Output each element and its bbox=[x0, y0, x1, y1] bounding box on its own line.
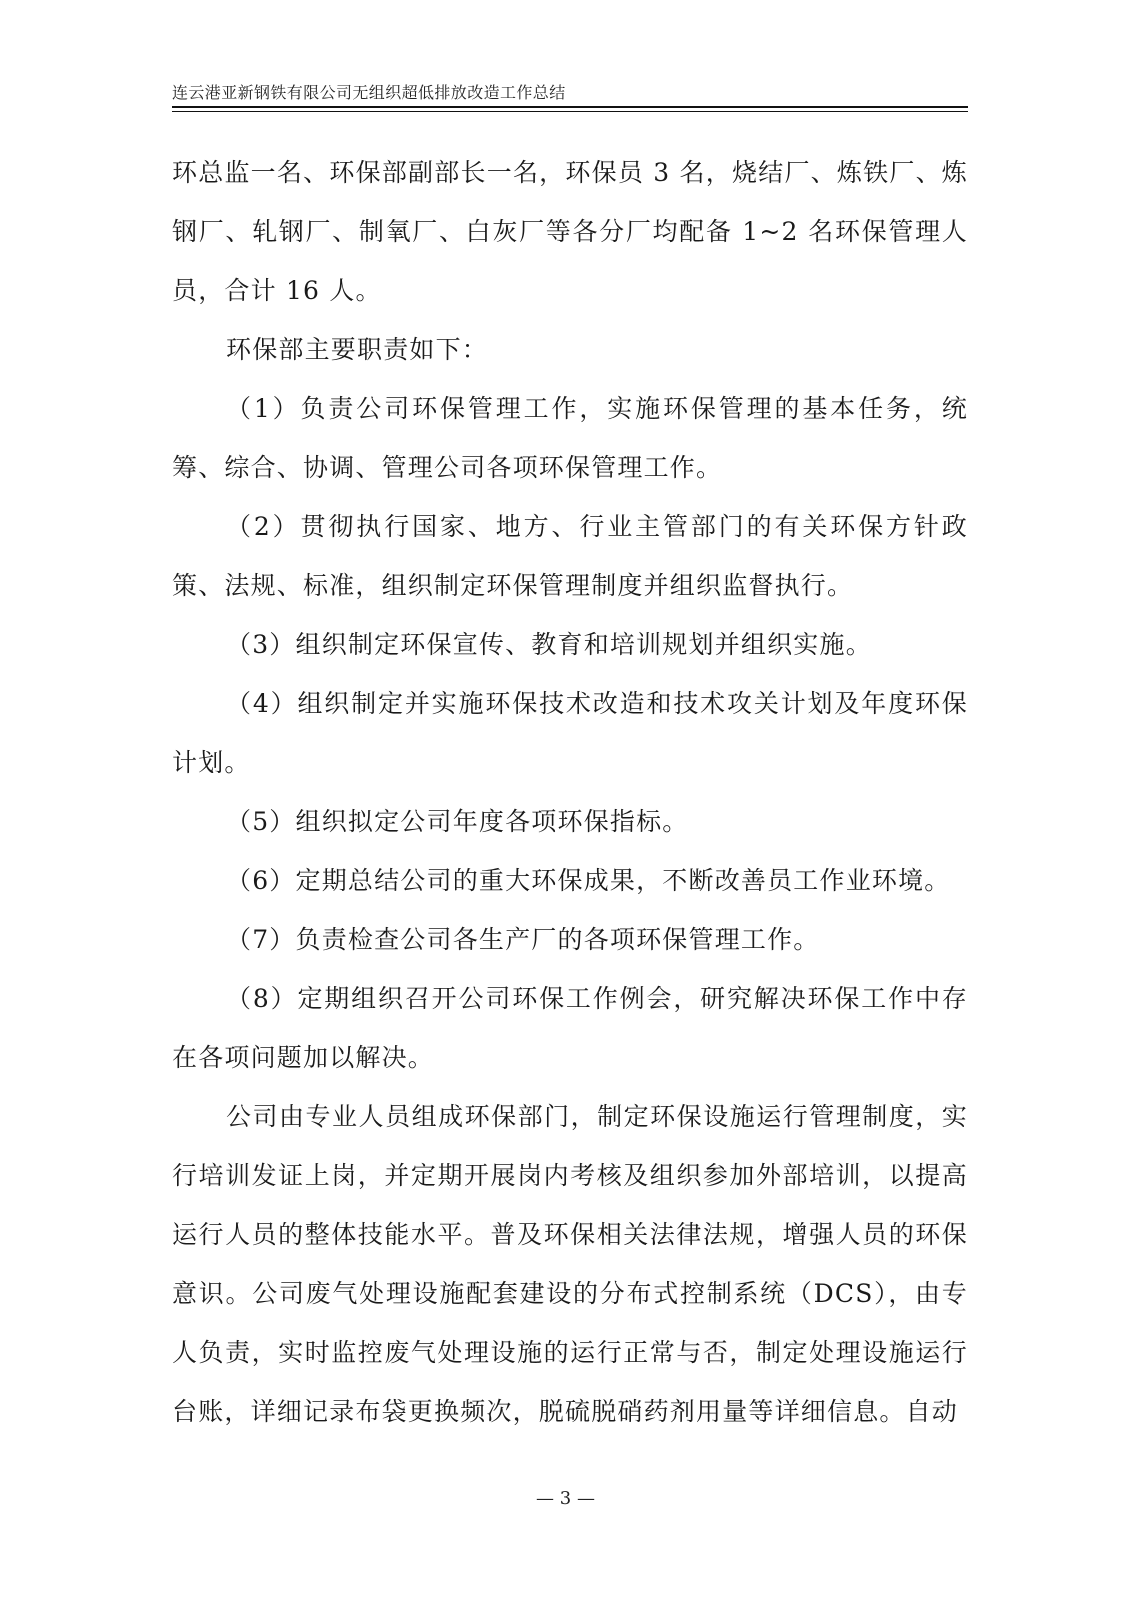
page-header bbox=[172, 80, 968, 112]
paragraph-duties-heading: 环保部主要职责如下： bbox=[226, 335, 489, 364]
list-item-duty-8: （8）定期组织召开公司环保工作例会，研究解决环保工作中存在各项问题加以解决。 bbox=[172, 984, 968, 1072]
document-body bbox=[172, 143, 968, 1441]
list-item-duty-4: （4）组织制定并实施环保技术改造和技术攻关计划及年度环保计划。 bbox=[172, 689, 968, 777]
list-item-duty-7: （7）负责检查公司各生产厂的各项环保管理工作。 bbox=[226, 925, 820, 954]
header-rule-thin bbox=[172, 111, 968, 112]
list-item-duty-6: （6）定期总结公司的重大环保成果，不断改善员工作业环境。 bbox=[226, 866, 951, 895]
list-item-duty-2: （2）贯彻执行国家、地方、行业主管部门的有关环保方针政策、法规、标准，组织制定环保管理制度并组织监督执行。 bbox=[172, 512, 968, 600]
paragraph-operations: 公司由专业人员组成环保部门，制定环保设施运行管理制度，实行培训发证上岗，并定期开展岗内考核及组织参加外部培训，以提高运行人员的整体技能水平。普及环保相关法律法规，增强人员的环保意识。公司废气处理设施配套建设的分布式控制系统（DCS），由专人负责，实时监控废气处理设施的运行正常与否，制定处理设施运行台账，详细记录布袋更换频次，脱硫脱硝药剂用量等详细信息。自动 bbox=[172, 1102, 968, 1426]
list-item-duty-1: （1）负责公司环保管理工作，实施环保管理的基本任务，统筹、综合、协调、管理公司各项环保管理工作。 bbox=[172, 394, 968, 482]
page-number: — 3 — bbox=[536, 1488, 595, 1509]
header-title: 连云港亚新钢铁有限公司无组织超低排放改造工作总结 bbox=[172, 83, 566, 102]
paragraph-staffing: 环总监一名、环保部副部长一名，环保员 3 名，烧结厂、炼铁厂、炼钢厂、轧钢厂、制氧厂、白灰厂等各分厂均配备 1~2 名环保管理人员，合计 16 人。 bbox=[172, 158, 968, 305]
header-rule bbox=[172, 106, 968, 108]
list-item-duty-3: （3）组织制定环保宣传、教育和培训规划并组织实施。 bbox=[226, 630, 872, 659]
list-item-duty-5: （5）组织拟定公司年度各项环保指标。 bbox=[226, 807, 689, 836]
